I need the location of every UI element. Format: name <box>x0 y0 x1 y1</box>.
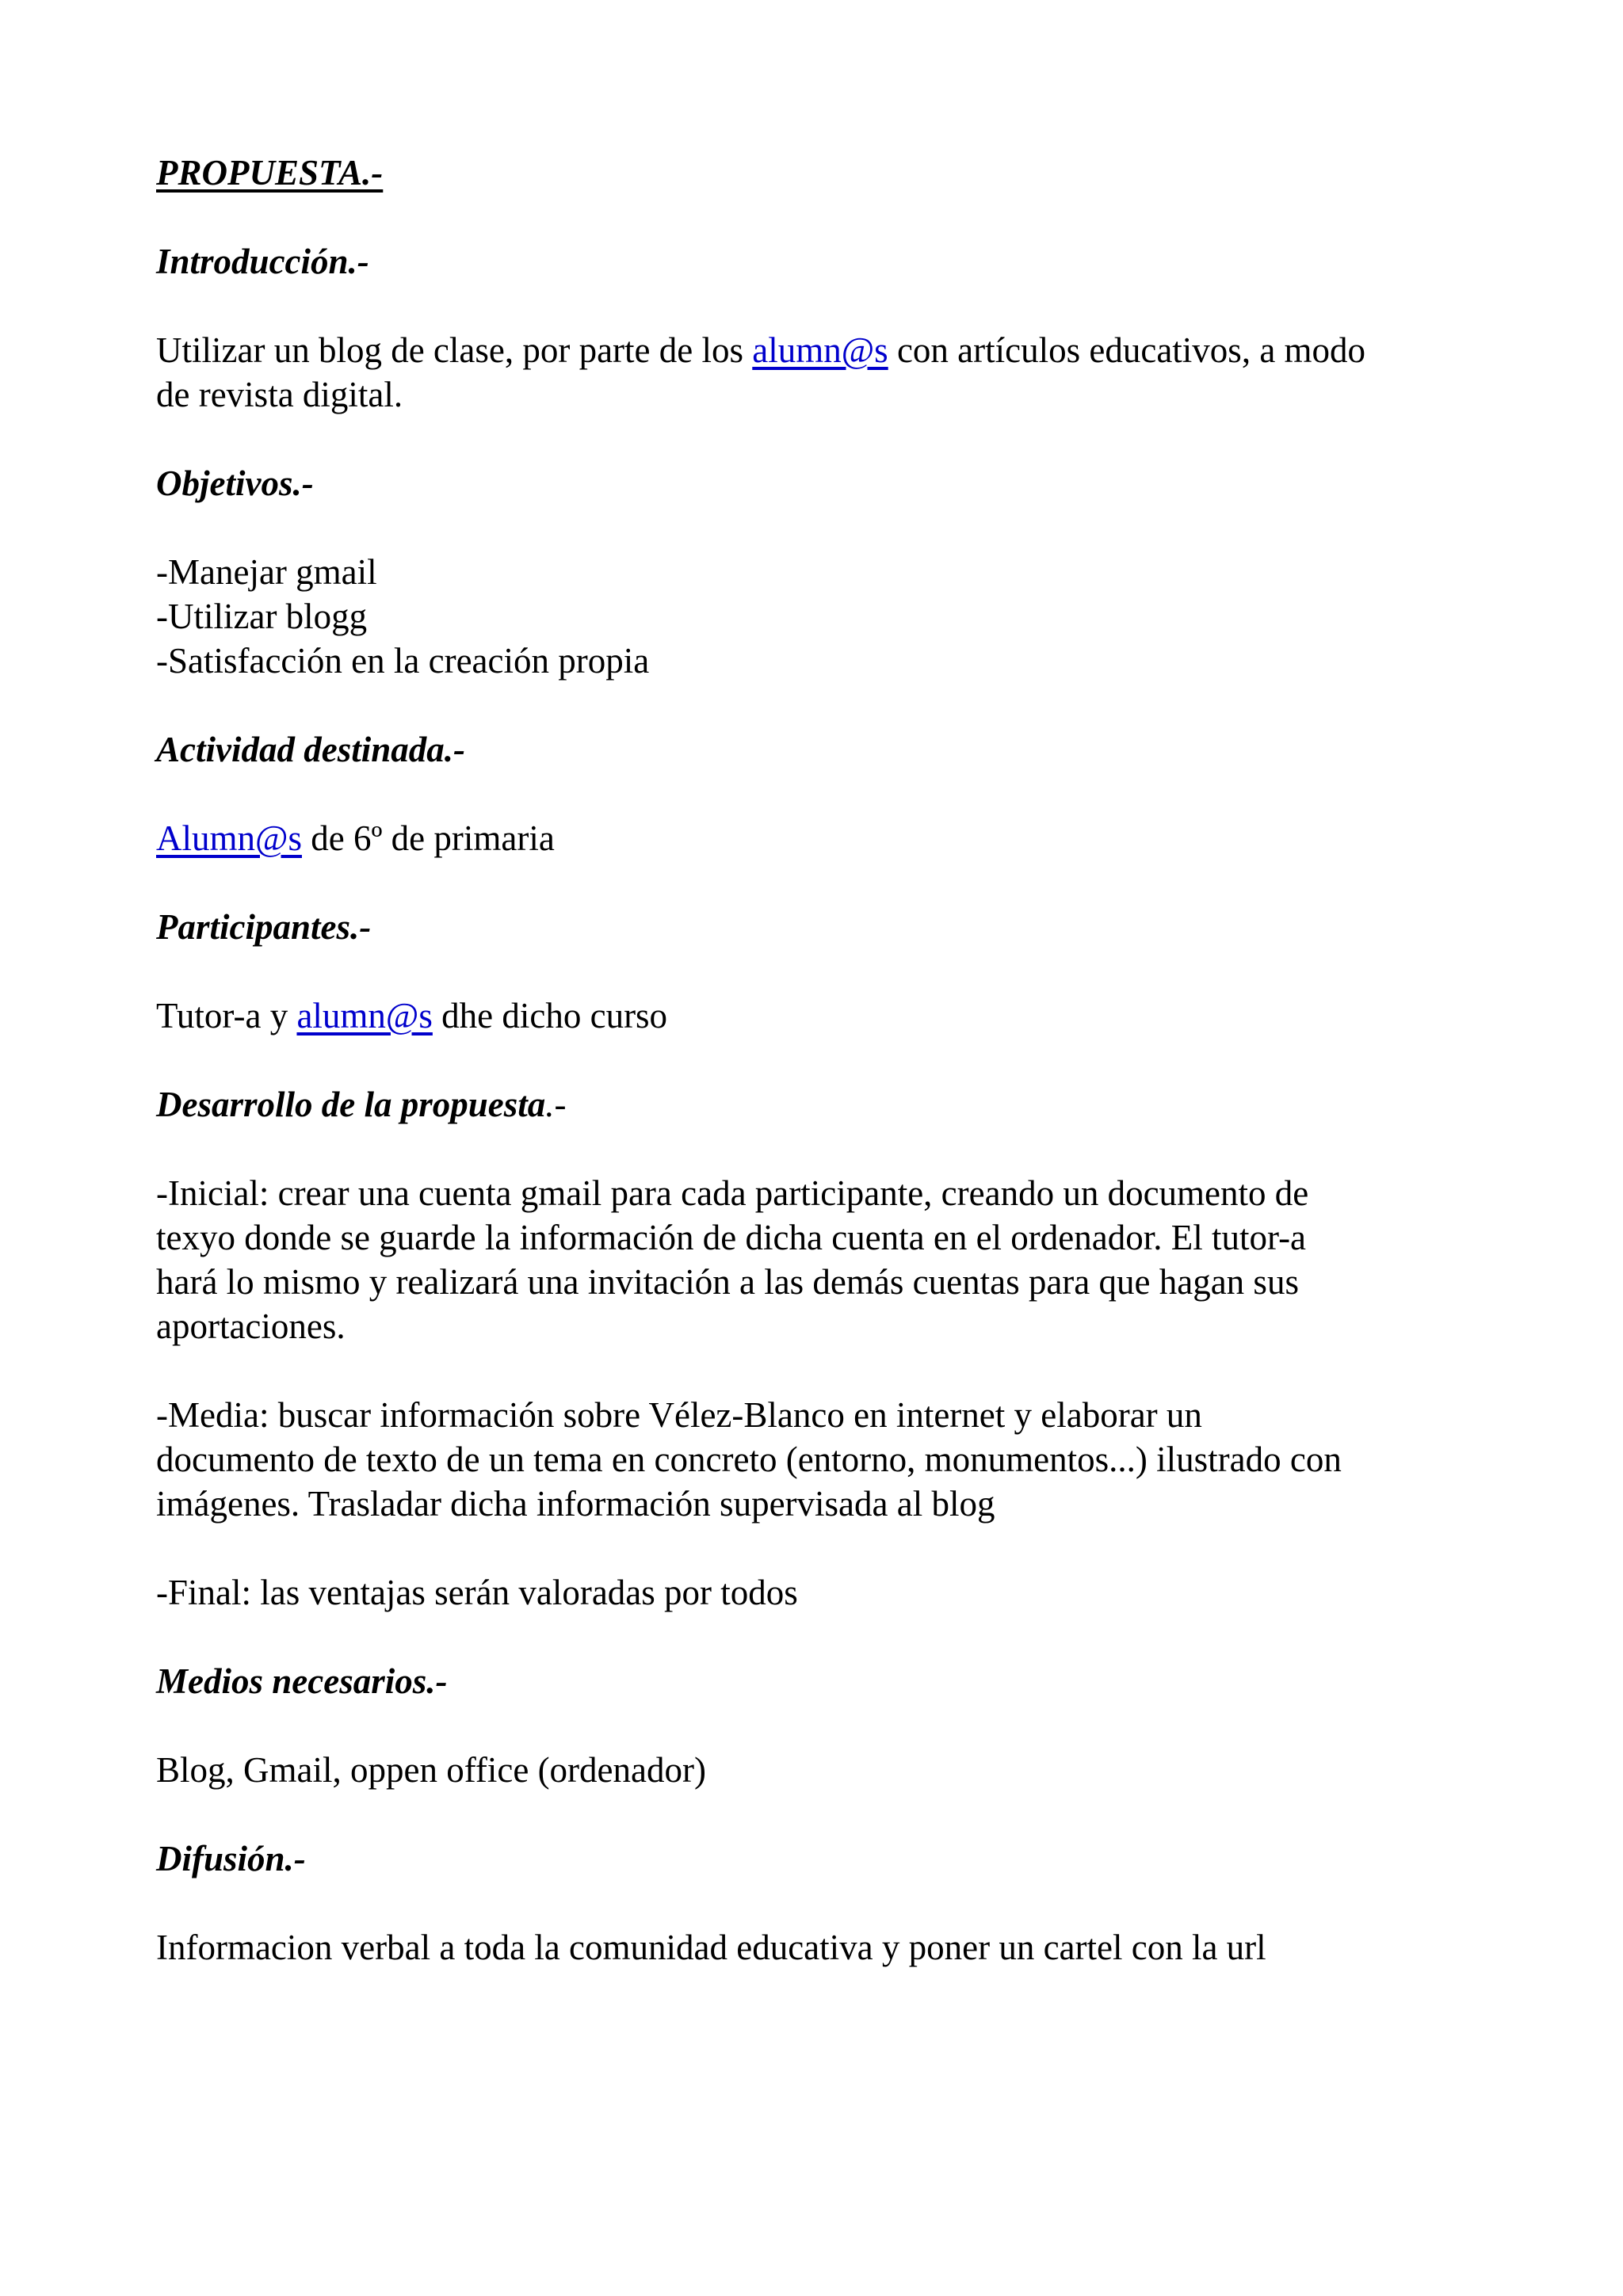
participantes-text-before-link: Tutor-a y <box>156 996 297 1035</box>
desarrollo-heading <box>156 1082 1487 1127</box>
objetivo-item: -Satisfacción en la creación propia <box>156 641 650 681</box>
inicial-line: -Inicial: crear una cuenta gmail para cada participante, creando un documento de <box>156 1173 1309 1213</box>
objetivo-item: -Utilizar blogg <box>156 597 368 636</box>
intro-text-after-link: con artículos educativos, a modo <box>888 330 1366 370</box>
difusion-heading: Difusión.- <box>156 1839 306 1878</box>
medios-heading: Medios necesarios.- <box>156 1661 448 1701</box>
desarrollo-heading-text: Desarrollo de la propuesta <box>156 1085 546 1124</box>
intro-line-1 <box>156 328 1487 372</box>
intro-heading: Introducción.- <box>156 242 369 281</box>
objetivos-list <box>156 550 1487 683</box>
participantes-alumnos-link[interactable]: alumn@s <box>296 996 433 1035</box>
participantes-heading: Participantes.- <box>156 907 372 947</box>
participantes-paragraph <box>156 994 1487 1038</box>
difusion-paragraph: Informacion verbal a toda la comunidad educativa y poner un cartel con la url <box>156 1928 1266 1967</box>
document-page <box>156 151 1487 2014</box>
medios-paragraph: Blog, Gmail, oppen office (ordenador) <box>156 1750 706 1790</box>
inicial-line: hará lo mismo y realizará una invitación a las demás cuentas para que hagan sus <box>156 1262 1299 1302</box>
document-title: PROPUESTA.- <box>156 153 384 193</box>
intro-text-before-link: Utilizar un blog de clase, por parte de los <box>156 330 753 370</box>
intro-line-2: de revista digital. <box>156 375 403 414</box>
actividad-text: de 6º de primaria <box>301 818 555 858</box>
media-line: imágenes. Trasladar dicha información supervisada al blog <box>156 1484 995 1524</box>
actividad-alumnos-link[interactable]: Alumn@s <box>156 818 302 858</box>
desarrollo-media <box>156 1393 1487 1526</box>
objetivos-heading: Objetivos.- <box>156 463 314 503</box>
actividad-paragraph <box>156 816 1487 860</box>
intro-paragraph <box>156 328 1487 417</box>
media-line: documento de texto de un tema en concreto (entorno, monumentos...) ilustrado con <box>156 1440 1342 1479</box>
media-line: -Media: buscar información sobre Vélez-Blanco en internet y elaborar un <box>156 1395 1202 1435</box>
desarrollo-inicial <box>156 1171 1487 1348</box>
inicial-line: aportaciones. <box>156 1306 346 1346</box>
desarrollo-heading-suffix: .- <box>545 1085 567 1124</box>
actividad-heading: Actividad destinada.- <box>156 730 465 769</box>
objetivo-item: -Manejar gmail <box>156 552 377 592</box>
desarrollo-final: -Final: las ventajas serán valoradas por todos <box>156 1573 798 1612</box>
participantes-text-after-link: dhe dicho curso <box>432 996 668 1035</box>
intro-alumnos-link[interactable]: alumn@s <box>752 330 888 370</box>
inicial-line: texyo donde se guarde la información de dicha cuenta en el ordenador. El tutor-a <box>156 1218 1307 1257</box>
